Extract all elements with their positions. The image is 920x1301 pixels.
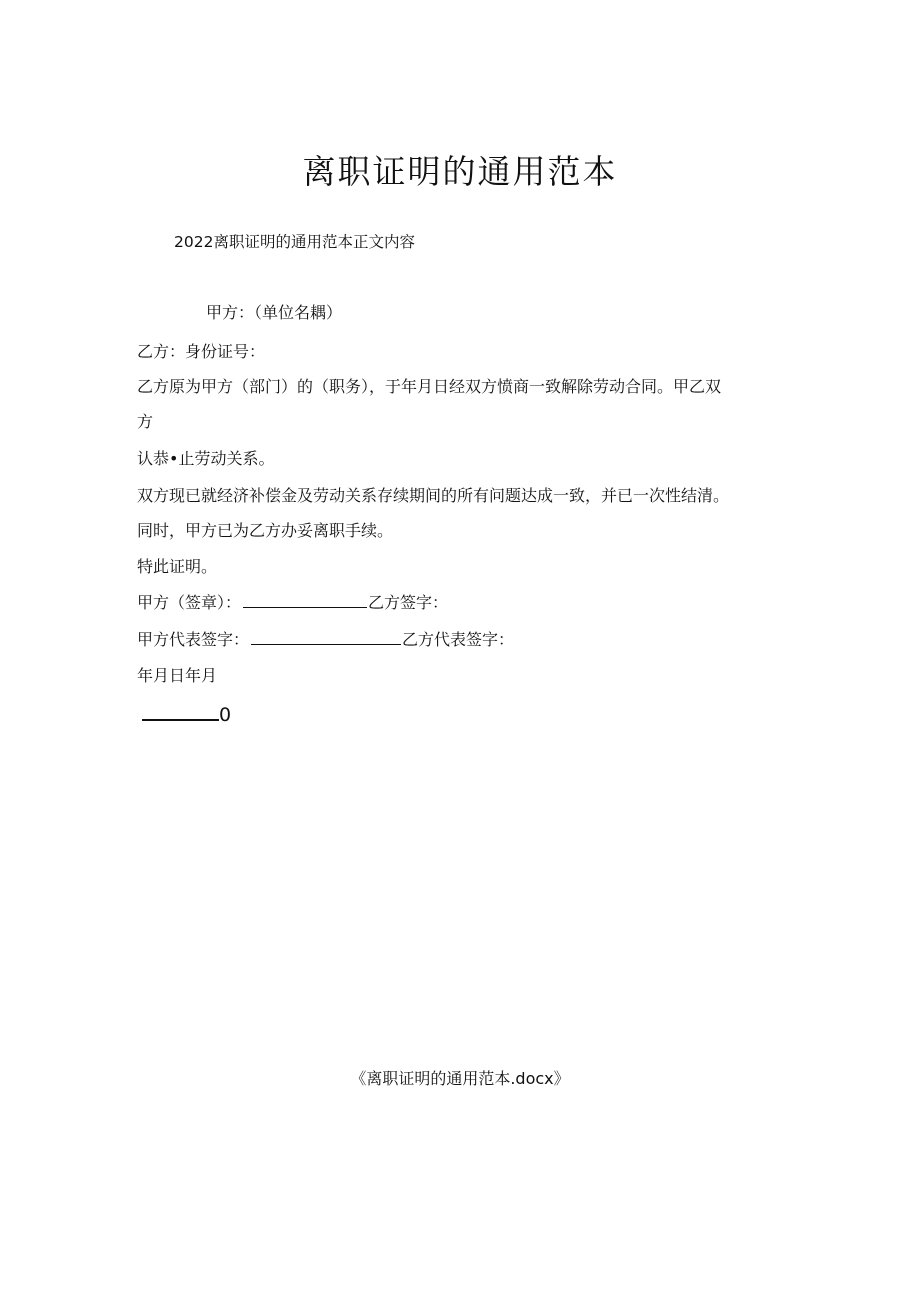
sign-party-b-label: 乙方签字： <box>368 593 449 612</box>
paragraph-5: 特此证明。 <box>137 557 218 576</box>
sign-party-a-label: 甲方（签章）： <box>137 593 242 612</box>
signature-row-representatives <box>137 630 514 650</box>
sign-rep-b-label: 乙方代表签字： <box>402 630 515 649</box>
document-title: 离职证明的通用范本 <box>302 152 618 191</box>
sign-party-a-blank <box>243 593 367 608</box>
paragraph-1-line-1: 乙方原为甲方（部门）的（职务），于年月日经双方愤商一致解除劳动合同。甲乙双 <box>137 377 722 396</box>
party-a-line: 甲方：（单位名耦） <box>206 303 343 322</box>
paragraph-4: 同时，甲方已为乙方办妥离职手续。 <box>137 521 394 540</box>
paragraph-3: 双方现已就经济补偿金及劳动关系存续期间的所有问题达成一致，并已一次性结清。 <box>137 486 730 505</box>
signature-row-parties <box>137 593 448 613</box>
trailing-blank-line <box>142 703 231 725</box>
paragraph-1-line-2: 方 <box>137 412 154 431</box>
date-line: 年月日年月 <box>137 666 218 685</box>
trailing-mark: 0 <box>219 704 232 726</box>
document-footer: 《离职证明的通用范本.docx》 <box>350 1069 570 1088</box>
document-subtitle: 2022离职证明的通用范本正文内容 <box>174 233 415 251</box>
trailing-blank <box>142 703 219 721</box>
sign-rep-a-blank <box>251 630 401 645</box>
sign-rep-a-label: 甲方代表签字： <box>137 630 250 649</box>
paragraph-2: 认恭•止劳动关系。 <box>137 449 275 468</box>
party-b-line: 乙方：身份证号： <box>137 342 266 361</box>
